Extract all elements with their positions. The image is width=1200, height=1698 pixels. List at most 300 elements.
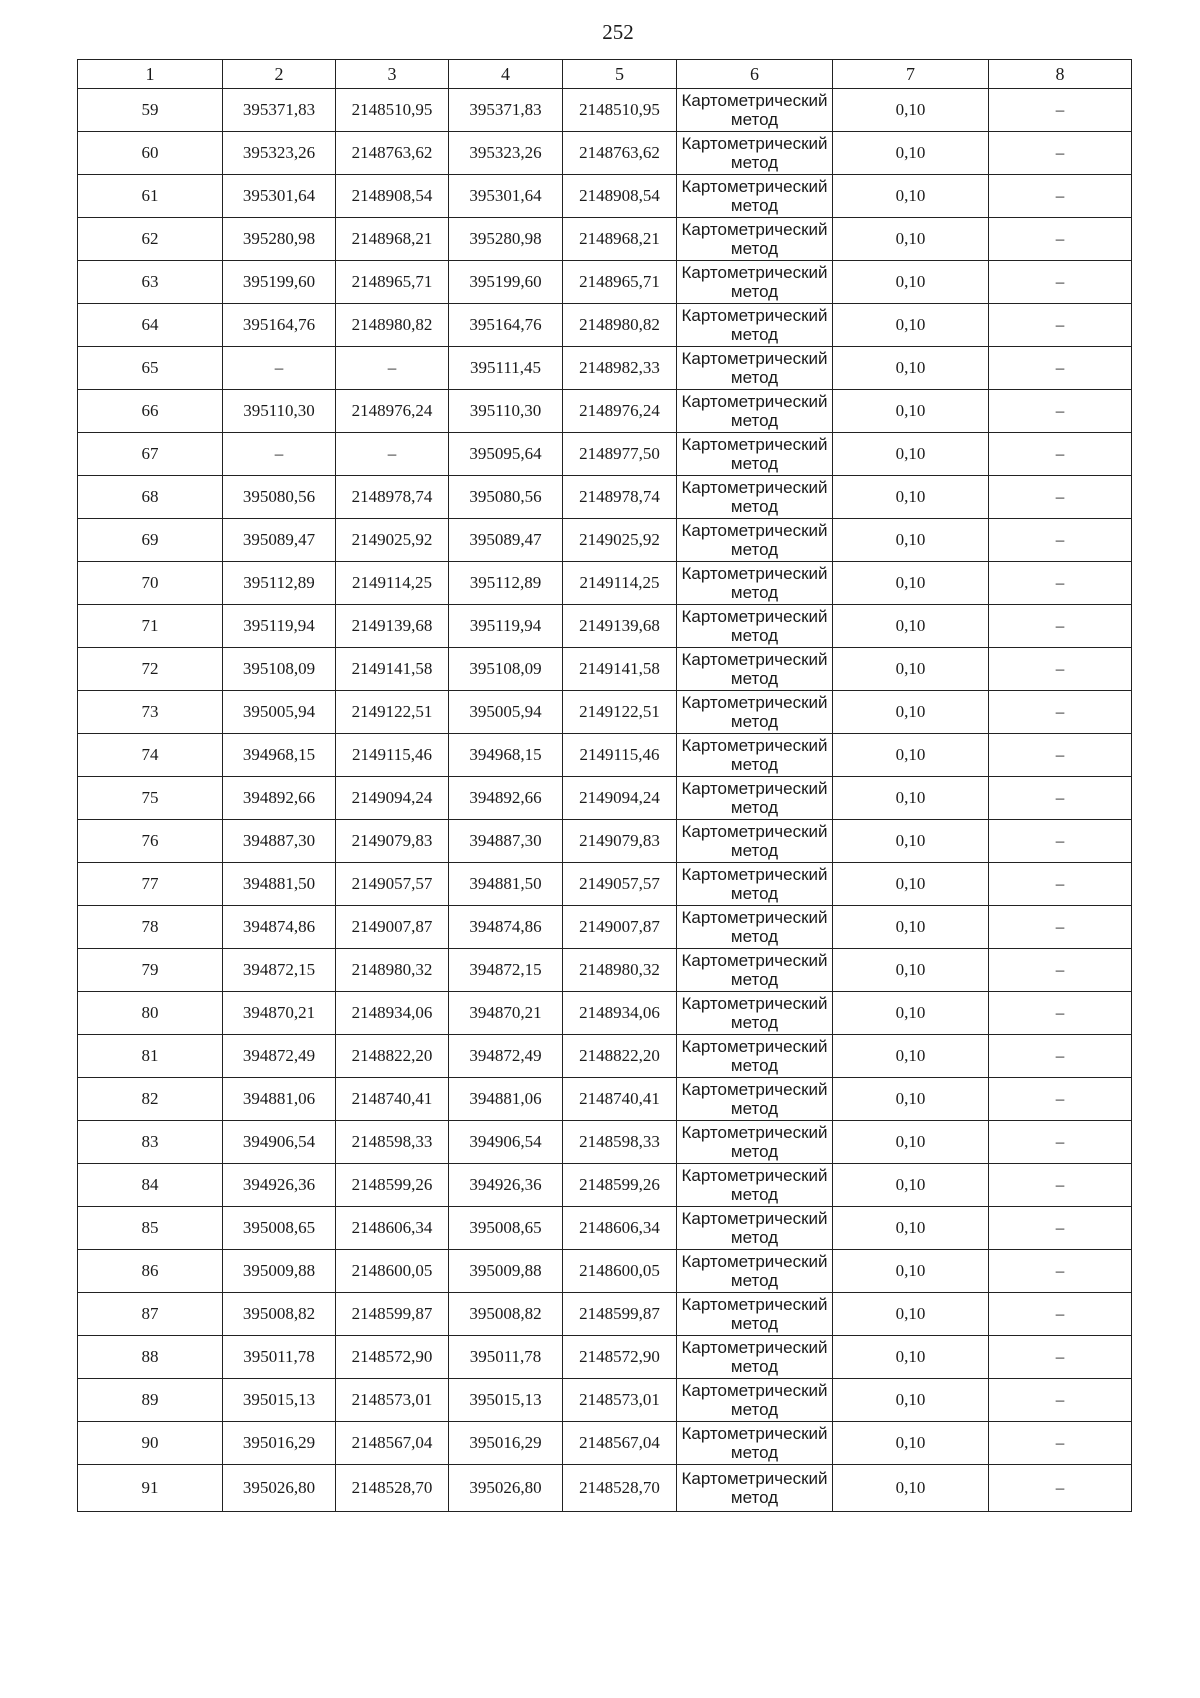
- table-row: [78, 519, 1132, 562]
- accuracy-cell: 0,10: [833, 863, 989, 906]
- note-cell: –: [989, 89, 1132, 132]
- refined-x-cell: 395008,65: [449, 1207, 563, 1250]
- refined-y-cell: 2149141,58: [563, 648, 677, 691]
- existing-x-cell: 395015,13: [223, 1379, 336, 1422]
- refined-y-cell: 2149122,51: [563, 691, 677, 734]
- existing-x-cell: 395301,64: [223, 175, 336, 218]
- existing-x-cell: 395008,65: [223, 1207, 336, 1250]
- existing-x-cell: 394874,86: [223, 906, 336, 949]
- existing-y-cell: 2148606,34: [336, 1207, 449, 1250]
- note-cell: –: [989, 132, 1132, 175]
- point-number-cell: 83: [78, 1121, 223, 1164]
- existing-x-cell: 395009,88: [223, 1250, 336, 1293]
- method-cell: Картометрический метод: [677, 519, 833, 562]
- refined-y-cell: 2148980,32: [563, 949, 677, 992]
- table-row: [78, 1164, 1132, 1207]
- method-cell: Картометрический метод: [677, 1207, 833, 1250]
- refined-y-cell: 2148977,50: [563, 433, 677, 476]
- refined-y-cell: 2148510,95: [563, 89, 677, 132]
- refined-y-cell: 2149079,83: [563, 820, 677, 863]
- refined-x-cell: 395005,94: [449, 691, 563, 734]
- refined-y-cell: 2148934,06: [563, 992, 677, 1035]
- column-header: 8: [989, 60, 1132, 89]
- table-row: [78, 605, 1132, 648]
- refined-x-cell: 395371,83: [449, 89, 563, 132]
- table-row: [78, 1207, 1132, 1250]
- accuracy-cell: 0,10: [833, 605, 989, 648]
- point-number-cell: 65: [78, 347, 223, 390]
- existing-x-cell: 394892,66: [223, 777, 336, 820]
- refined-y-cell: 2148908,54: [563, 175, 677, 218]
- accuracy-cell: 0,10: [833, 89, 989, 132]
- refined-x-cell: 394926,36: [449, 1164, 563, 1207]
- table-body: [78, 89, 1132, 1512]
- column-header: 6: [677, 60, 833, 89]
- method-cell: Картометрический метод: [677, 1035, 833, 1078]
- accuracy-cell: 0,10: [833, 347, 989, 390]
- method-cell: Картометрический метод: [677, 906, 833, 949]
- point-number-cell: 71: [78, 605, 223, 648]
- accuracy-cell: 0,10: [833, 734, 989, 777]
- note-cell: –: [989, 390, 1132, 433]
- note-cell: –: [989, 1035, 1132, 1078]
- method-cell: Картометрический метод: [677, 1164, 833, 1207]
- existing-y-cell: 2149094,24: [336, 777, 449, 820]
- refined-y-cell: 2148599,26: [563, 1164, 677, 1207]
- refined-y-cell: 2148982,33: [563, 347, 677, 390]
- method-cell: Картометрический метод: [677, 648, 833, 691]
- refined-y-cell: 2148822,20: [563, 1035, 677, 1078]
- refined-x-cell: 394870,21: [449, 992, 563, 1035]
- coordinates-table: [77, 59, 1132, 1512]
- refined-y-cell: 2148968,21: [563, 218, 677, 261]
- table-row: [78, 648, 1132, 691]
- note-cell: –: [989, 433, 1132, 476]
- refined-x-cell: 395095,64: [449, 433, 563, 476]
- column-header: 2: [223, 60, 336, 89]
- existing-x-cell: –: [223, 347, 336, 390]
- method-cell: Картометрический метод: [677, 949, 833, 992]
- note-cell: –: [989, 1121, 1132, 1164]
- refined-x-cell: 395026,80: [449, 1465, 563, 1512]
- existing-y-cell: 2148934,06: [336, 992, 449, 1035]
- existing-x-cell: –: [223, 433, 336, 476]
- point-number-cell: 60: [78, 132, 223, 175]
- accuracy-cell: 0,10: [833, 1422, 989, 1465]
- existing-x-cell: 395089,47: [223, 519, 336, 562]
- point-number-cell: 70: [78, 562, 223, 605]
- method-cell: Картометрический метод: [677, 261, 833, 304]
- point-number-cell: 90: [78, 1422, 223, 1465]
- accuracy-cell: 0,10: [833, 691, 989, 734]
- point-number-cell: 86: [78, 1250, 223, 1293]
- existing-x-cell: 395323,26: [223, 132, 336, 175]
- table-row: [78, 906, 1132, 949]
- existing-x-cell: 395280,98: [223, 218, 336, 261]
- point-number-cell: 87: [78, 1293, 223, 1336]
- table-row: [78, 218, 1132, 261]
- note-cell: –: [989, 1336, 1132, 1379]
- existing-x-cell: 394881,06: [223, 1078, 336, 1121]
- method-cell: Картометрический метод: [677, 132, 833, 175]
- column-header: 3: [336, 60, 449, 89]
- accuracy-cell: 0,10: [833, 132, 989, 175]
- existing-y-cell: –: [336, 433, 449, 476]
- method-cell: Картометрический метод: [677, 390, 833, 433]
- existing-x-cell: 395119,94: [223, 605, 336, 648]
- note-cell: –: [989, 1422, 1132, 1465]
- existing-x-cell: 395005,94: [223, 691, 336, 734]
- method-cell: Картометрический метод: [677, 218, 833, 261]
- accuracy-cell: 0,10: [833, 476, 989, 519]
- note-cell: –: [989, 906, 1132, 949]
- refined-y-cell: 2149025,92: [563, 519, 677, 562]
- accuracy-cell: 0,10: [833, 820, 989, 863]
- existing-y-cell: 2149079,83: [336, 820, 449, 863]
- existing-y-cell: 2148573,01: [336, 1379, 449, 1422]
- existing-y-cell: 2148600,05: [336, 1250, 449, 1293]
- point-number-cell: 61: [78, 175, 223, 218]
- method-cell: Картометрический метод: [677, 304, 833, 347]
- refined-y-cell: 2149007,87: [563, 906, 677, 949]
- refined-x-cell: 395280,98: [449, 218, 563, 261]
- existing-y-cell: 2148599,87: [336, 1293, 449, 1336]
- existing-y-cell: 2149141,58: [336, 648, 449, 691]
- point-number-cell: 75: [78, 777, 223, 820]
- accuracy-cell: 0,10: [833, 906, 989, 949]
- method-cell: Картометрический метод: [677, 89, 833, 132]
- accuracy-cell: 0,10: [833, 992, 989, 1035]
- accuracy-cell: 0,10: [833, 1078, 989, 1121]
- refined-x-cell: 395199,60: [449, 261, 563, 304]
- point-number-cell: 76: [78, 820, 223, 863]
- accuracy-cell: 0,10: [833, 648, 989, 691]
- accuracy-cell: 0,10: [833, 562, 989, 605]
- accuracy-cell: 0,10: [833, 390, 989, 433]
- existing-y-cell: 2148980,32: [336, 949, 449, 992]
- note-cell: –: [989, 863, 1132, 906]
- method-cell: Картометрический метод: [677, 605, 833, 648]
- table-row: [78, 1422, 1132, 1465]
- refined-y-cell: 2148600,05: [563, 1250, 677, 1293]
- refined-x-cell: 394968,15: [449, 734, 563, 777]
- refined-y-cell: 2148980,82: [563, 304, 677, 347]
- existing-x-cell: 395016,29: [223, 1422, 336, 1465]
- refined-y-cell: 2148763,62: [563, 132, 677, 175]
- accuracy-cell: 0,10: [833, 304, 989, 347]
- note-cell: –: [989, 476, 1132, 519]
- table-row: [78, 691, 1132, 734]
- refined-y-cell: 2148573,01: [563, 1379, 677, 1422]
- existing-y-cell: 2148978,74: [336, 476, 449, 519]
- refined-x-cell: 395080,56: [449, 476, 563, 519]
- note-cell: –: [989, 218, 1132, 261]
- table-row: [78, 1379, 1132, 1422]
- accuracy-cell: 0,10: [833, 949, 989, 992]
- table-row: [78, 1250, 1132, 1293]
- note-cell: –: [989, 519, 1132, 562]
- point-number-cell: 73: [78, 691, 223, 734]
- existing-y-cell: 2149122,51: [336, 691, 449, 734]
- refined-y-cell: 2148599,87: [563, 1293, 677, 1336]
- existing-y-cell: –: [336, 347, 449, 390]
- table-row: [78, 390, 1132, 433]
- existing-x-cell: 395164,76: [223, 304, 336, 347]
- refined-x-cell: 395110,30: [449, 390, 563, 433]
- method-cell: Картометрический метод: [677, 1379, 833, 1422]
- existing-y-cell: 2148908,54: [336, 175, 449, 218]
- table-row: [78, 1121, 1132, 1164]
- note-cell: –: [989, 992, 1132, 1035]
- column-header: 4: [449, 60, 563, 89]
- accuracy-cell: 0,10: [833, 519, 989, 562]
- point-number-cell: 88: [78, 1336, 223, 1379]
- method-cell: Картометрический метод: [677, 562, 833, 605]
- accuracy-cell: 0,10: [833, 1465, 989, 1512]
- existing-x-cell: 395026,80: [223, 1465, 336, 1512]
- existing-x-cell: 394926,36: [223, 1164, 336, 1207]
- existing-y-cell: 2148510,95: [336, 89, 449, 132]
- existing-y-cell: 2148980,82: [336, 304, 449, 347]
- refined-y-cell: 2148740,41: [563, 1078, 677, 1121]
- existing-x-cell: 395112,89: [223, 562, 336, 605]
- refined-x-cell: 395119,94: [449, 605, 563, 648]
- existing-x-cell: 395011,78: [223, 1336, 336, 1379]
- refined-y-cell: 2149139,68: [563, 605, 677, 648]
- refined-x-cell: 395301,64: [449, 175, 563, 218]
- column-number-row: [78, 60, 1132, 89]
- existing-y-cell: 2148567,04: [336, 1422, 449, 1465]
- point-number-cell: 74: [78, 734, 223, 777]
- refined-x-cell: 395008,82: [449, 1293, 563, 1336]
- table-row: [78, 1035, 1132, 1078]
- point-number-cell: 79: [78, 949, 223, 992]
- method-cell: Картометрический метод: [677, 347, 833, 390]
- method-cell: Картометрический метод: [677, 1336, 833, 1379]
- note-cell: –: [989, 261, 1132, 304]
- point-number-cell: 84: [78, 1164, 223, 1207]
- table-row: [78, 132, 1132, 175]
- accuracy-cell: 0,10: [833, 1250, 989, 1293]
- refined-y-cell: 2149114,25: [563, 562, 677, 605]
- table-row: [78, 820, 1132, 863]
- table-row: [78, 347, 1132, 390]
- table-row: [78, 1293, 1132, 1336]
- point-number-cell: 77: [78, 863, 223, 906]
- refined-x-cell: 395011,78: [449, 1336, 563, 1379]
- existing-y-cell: 2148763,62: [336, 132, 449, 175]
- method-cell: Картометрический метод: [677, 992, 833, 1035]
- table-row: [78, 777, 1132, 820]
- method-cell: Картометрический метод: [677, 433, 833, 476]
- refined-y-cell: 2148528,70: [563, 1465, 677, 1512]
- note-cell: –: [989, 648, 1132, 691]
- table-row: [78, 734, 1132, 777]
- point-number-cell: 91: [78, 1465, 223, 1512]
- accuracy-cell: 0,10: [833, 1121, 989, 1164]
- table-row: [78, 992, 1132, 1035]
- method-cell: Картометрический метод: [677, 1250, 833, 1293]
- table-row: [78, 476, 1132, 519]
- point-number-cell: 89: [78, 1379, 223, 1422]
- existing-y-cell: 2148822,20: [336, 1035, 449, 1078]
- existing-x-cell: 395199,60: [223, 261, 336, 304]
- note-cell: –: [989, 734, 1132, 777]
- note-cell: –: [989, 1379, 1132, 1422]
- point-number-cell: 85: [78, 1207, 223, 1250]
- existing-y-cell: 2149114,25: [336, 562, 449, 605]
- refined-y-cell: 2148572,90: [563, 1336, 677, 1379]
- method-cell: Картометрический метод: [677, 777, 833, 820]
- existing-x-cell: 395008,82: [223, 1293, 336, 1336]
- note-cell: –: [989, 1293, 1132, 1336]
- refined-y-cell: 2148598,33: [563, 1121, 677, 1164]
- column-header: 5: [563, 60, 677, 89]
- table-row: [78, 175, 1132, 218]
- refined-x-cell: 394872,49: [449, 1035, 563, 1078]
- method-cell: Картометрический метод: [677, 476, 833, 519]
- method-cell: Картометрический метод: [677, 1465, 833, 1512]
- point-number-cell: 62: [78, 218, 223, 261]
- table-row: [78, 863, 1132, 906]
- refined-x-cell: 395323,26: [449, 132, 563, 175]
- refined-x-cell: 395016,29: [449, 1422, 563, 1465]
- point-number-cell: 68: [78, 476, 223, 519]
- accuracy-cell: 0,10: [833, 1207, 989, 1250]
- existing-x-cell: 394906,54: [223, 1121, 336, 1164]
- method-cell: Картометрический метод: [677, 175, 833, 218]
- refined-y-cell: 2149057,57: [563, 863, 677, 906]
- table-row: [78, 433, 1132, 476]
- note-cell: –: [989, 691, 1132, 734]
- existing-y-cell: 2148598,33: [336, 1121, 449, 1164]
- existing-y-cell: 2148572,90: [336, 1336, 449, 1379]
- point-number-cell: 66: [78, 390, 223, 433]
- refined-x-cell: 394887,30: [449, 820, 563, 863]
- table-row: [78, 261, 1132, 304]
- refined-y-cell: 2148976,24: [563, 390, 677, 433]
- table-row: [78, 89, 1132, 132]
- existing-y-cell: 2148599,26: [336, 1164, 449, 1207]
- existing-y-cell: 2148965,71: [336, 261, 449, 304]
- note-cell: –: [989, 562, 1132, 605]
- point-number-cell: 59: [78, 89, 223, 132]
- point-number-cell: 69: [78, 519, 223, 562]
- table-row: [78, 1336, 1132, 1379]
- existing-x-cell: 394968,15: [223, 734, 336, 777]
- method-cell: Картометрический метод: [677, 734, 833, 777]
- method-cell: Картометрический метод: [677, 1422, 833, 1465]
- note-cell: –: [989, 175, 1132, 218]
- accuracy-cell: 0,10: [833, 175, 989, 218]
- existing-y-cell: 2149139,68: [336, 605, 449, 648]
- refined-x-cell: 395111,45: [449, 347, 563, 390]
- refined-x-cell: 394881,50: [449, 863, 563, 906]
- point-number-cell: 63: [78, 261, 223, 304]
- table-row: [78, 1078, 1132, 1121]
- note-cell: –: [989, 949, 1132, 992]
- refined-y-cell: 2148567,04: [563, 1422, 677, 1465]
- point-number-cell: 81: [78, 1035, 223, 1078]
- existing-y-cell: 2148528,70: [336, 1465, 449, 1512]
- method-cell: Картометрический метод: [677, 691, 833, 734]
- note-cell: –: [989, 1164, 1132, 1207]
- refined-x-cell: 394906,54: [449, 1121, 563, 1164]
- table-row: [78, 1465, 1132, 1512]
- existing-y-cell: 2148968,21: [336, 218, 449, 261]
- accuracy-cell: 0,10: [833, 261, 989, 304]
- accuracy-cell: 0,10: [833, 1164, 989, 1207]
- note-cell: –: [989, 304, 1132, 347]
- point-number-cell: 82: [78, 1078, 223, 1121]
- refined-x-cell: 395112,89: [449, 562, 563, 605]
- existing-x-cell: 394872,49: [223, 1035, 336, 1078]
- note-cell: –: [989, 1078, 1132, 1121]
- refined-y-cell: 2148965,71: [563, 261, 677, 304]
- note-cell: –: [989, 820, 1132, 863]
- point-number-cell: 64: [78, 304, 223, 347]
- method-cell: Картометрический метод: [677, 1078, 833, 1121]
- accuracy-cell: 0,10: [833, 433, 989, 476]
- refined-x-cell: 395015,13: [449, 1379, 563, 1422]
- method-cell: Картометрический метод: [677, 820, 833, 863]
- refined-x-cell: 395009,88: [449, 1250, 563, 1293]
- method-cell: Картометрический метод: [677, 1121, 833, 1164]
- accuracy-cell: 0,10: [833, 1379, 989, 1422]
- existing-y-cell: 2149025,92: [336, 519, 449, 562]
- note-cell: –: [989, 605, 1132, 648]
- refined-y-cell: 2149094,24: [563, 777, 677, 820]
- point-number-cell: 67: [78, 433, 223, 476]
- accuracy-cell: 0,10: [833, 1035, 989, 1078]
- accuracy-cell: 0,10: [833, 1293, 989, 1336]
- refined-x-cell: 395089,47: [449, 519, 563, 562]
- existing-y-cell: 2149115,46: [336, 734, 449, 777]
- accuracy-cell: 0,10: [833, 1336, 989, 1379]
- method-cell: Картометрический метод: [677, 1293, 833, 1336]
- page-number: 252: [602, 20, 634, 44]
- existing-y-cell: 2148740,41: [336, 1078, 449, 1121]
- refined-x-cell: 395108,09: [449, 648, 563, 691]
- refined-x-cell: 394892,66: [449, 777, 563, 820]
- existing-x-cell: 394872,15: [223, 949, 336, 992]
- table-row: [78, 562, 1132, 605]
- refined-x-cell: 394874,86: [449, 906, 563, 949]
- existing-y-cell: 2149007,87: [336, 906, 449, 949]
- existing-y-cell: 2149057,57: [336, 863, 449, 906]
- accuracy-cell: 0,10: [833, 777, 989, 820]
- note-cell: –: [989, 347, 1132, 390]
- existing-x-cell: 394881,50: [223, 863, 336, 906]
- note-cell: –: [989, 777, 1132, 820]
- column-header: 7: [833, 60, 989, 89]
- point-number-cell: 78: [78, 906, 223, 949]
- existing-x-cell: 394887,30: [223, 820, 336, 863]
- existing-x-cell: 395108,09: [223, 648, 336, 691]
- existing-x-cell: 395110,30: [223, 390, 336, 433]
- existing-y-cell: 2148976,24: [336, 390, 449, 433]
- existing-x-cell: 395080,56: [223, 476, 336, 519]
- table-row: [78, 304, 1132, 347]
- existing-x-cell: 395371,83: [223, 89, 336, 132]
- note-cell: –: [989, 1465, 1132, 1512]
- method-cell: Картометрический метод: [677, 863, 833, 906]
- accuracy-cell: 0,10: [833, 218, 989, 261]
- refined-x-cell: 394872,15: [449, 949, 563, 992]
- refined-x-cell: 394881,06: [449, 1078, 563, 1121]
- refined-x-cell: 395164,76: [449, 304, 563, 347]
- point-number-cell: 72: [78, 648, 223, 691]
